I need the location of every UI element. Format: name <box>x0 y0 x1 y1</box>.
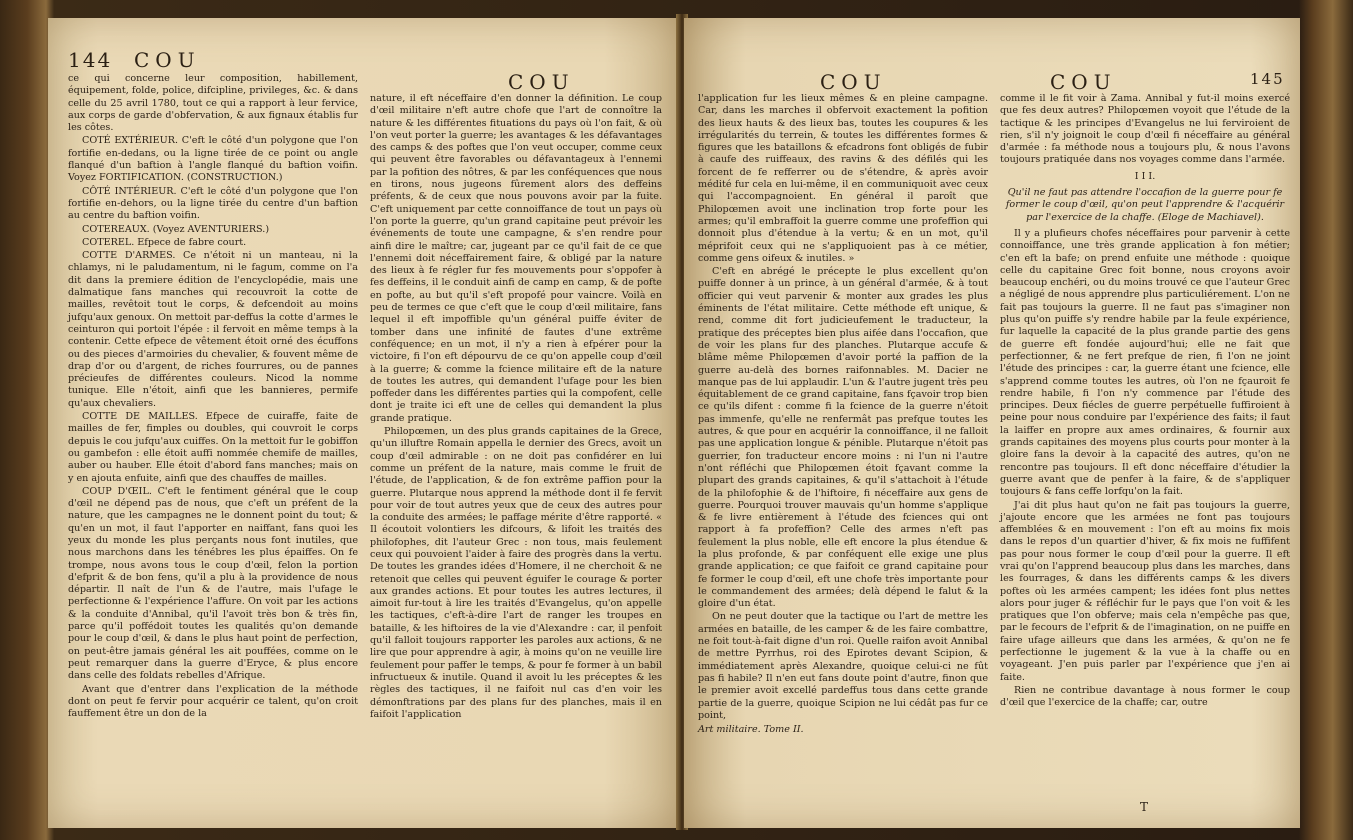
left-col1-paragraph: COTÉ EXTÉRIEUR. C'eft le côté d'un polygone que l'on fortifie en-dedans, ou la ligne tirée de ce point ou angle flanqué d'un baftion à l'angle flanqué du baftion voifin. Voyez FORTIFICATION. (CONSTRUCTION.) <box>68 135 358 184</box>
right-col2-rest-paragraph: Il y a plufieurs chofes néceffaires pour parvenir à cette connoiffance, une très grande application à fon métier; c'en eft la bafe; on prend enfuite une méthode : quoique celle du capitaine Grec foit bonne, nous croyons avoir beaucoup enchéri, ou du moins trouvé ce que l'auteur Grec a négligé de nous apprendre plus particuliérement. L'on ne fait pas toujours la guerre. Il ne faut pas s'imaginer non plus qu'on puiffe s'y rendre habile par la feule expérience, fur laquelle la capacité de la plus grande partie des gens de guerre eft fondée aujourd'hui; elle ne fait que perfectionner, & ne fert prefque de rien, fi l'on ne joint l'étude des principes : car, la guerre étant une fcience, elle s'apprend comme toutes les autres, où l'on ne fçauroit fe rendre habile, fi l'on n'y commence par l'étude des principes. Deux fiécles de guerre perpétuelle fuffiroient à peine pour nous conduire par l'expérience des faits; il faut la laiffer en propre aux ames ordinaires, & fournir aux grands capitaines des moyens plus courts pour monter à la gloire fans la devoir à la capacité des autres, qu'on ne rencontre pas toujours. Il eft donc néceffaire d'étudier la guerre avant que de penfer à la faire, & de s'appliquer toujours & fans ceffe lorfqu'on la fait. <box>1000 227 1290 498</box>
left-header-col1: COU <box>134 48 201 72</box>
right-col1-paragraph: On ne peut douter que la tactique ou l'art de mettre les armées en bataille, de les camper & de les faire combattre, ne foit tout-à-fait digne d'un roi. Quelle raifon avoit Annibal de mettre Pyrrhus, roi des Epirotes devant Scipion, & immédiatement après Alexandre, quoique celui-ci ne fût pas fi habile? Il n'en eut fans doute point d'autre, finon que le premier avoit excellé pardeffus tous dans cette grande partie de la guerre, quoique Scipion ne lui cédât pas fur ce point, <box>698 611 988 721</box>
right-col1-paragraph: C'eft en abrégé le précepte le plus excellent qu'on puiffe donner à un prince, à un général d'armée, & à tout officier qui veut parvenir & monter aux grades les plus éminents de l'état militaire. Cette méthode eft unique, & rend, comme dit fort judicieufement le traducteur, la pratique des préceptes bien plus aifée dans l'occafion, que de voir les plans fur des planches. Plutarque accufe & blâme même Philopœmen d'avoir porté la paffion de la guerre au-delà des bornes raifonnables. M. Dacier ne manque pas de lui applaudir. L'un & l'autre jugent très peu équitablement de ce grand capitaine, fans fçavoir trop bien ce qu'ils difent : comme fi la fcience de la guerre n'étoit pas immenfe, qu'elle ne renfermât pas prefque toutes les autres, & que pour en acquérir la connoiffance, il ne falloit pas une application longue & pénible. Plutarque n'étoit pas guerrier, fon traducteur encore moins : ni l'un ni l'autre n'ont réfléchi que Philopœmen étoit fçavant comme la plupart des grands capitaines, & qu'il s'attachoit à l'étude de la philofophie & de l'hiftoire, fi néceffaire aux gens de guerre. Pourquoi trouver mauvais qu'un homme s'applique & fe livre entièrement à l'étude des fciences qui ont rapport à fa profeffion? Celle des armes n'eft pas feulement la plus noble, elle eft encore la plus étendue & la plus profonde, & par conféquent elle exige une plus grande application; ce que faifoit ce grand capitaine pour fe former le coup d'œil, eft une chofe très importante pour le commandement des armées; delà dépend le falut & la gloire d'un état. <box>698 266 988 610</box>
left-col2-paragraph: nature, il eft néceffaire d'en donner la définition. Le coup d'œil militaire n'eft autre chofe que l'art de connoître la nature & les différentes fituations du pays où l'on fait, & où l'on veut porter la guerre; les avantages & les défavantages des camps & des poftes que l'on veut occuper, comme ceux qui peuvent être favorables ou défavantageux à l'ennemi par la pofition des nôtres, & par les conféquences que nous en tirons, nous jugeons fûrement alors des deffeins préfents, & de ceux que nous pouvons avoir par la fuite. C'eft uniquement par cette connoiffance de tout un pays où l'on porte la guerre, qu'un grand capitaine peut prévoir les événements de toute une campagne, & s'en rendre pour ainfi dire le maître; car, jugeant par ce qu'il fait de ce que l'ennemi doit néceffairement faire, & obligé par la nature des lieux à fe régler fur fes mouvements pour s'oppofer à fes deffeins, il le conduit ainfi de camp en camp, & de pofte en pofte, au but qu'il s'eft propofé pour vaincre. Voilà en peu de termes ce que c'eft que le coup d'œil militaire, fans lequel il eft impoffible qu'un général puiffe éviter de tomber dans une infinité de fautes d'une extrême conféquence; en un mot, il n'y a rien à efpérer pour la victoire, fi l'on eft dépourvu de ce qu'on appelle coup d'œil à la guerre; & comme la fcience militaire eft de la nature de toutes les autres, qui demandent l'ufage pour les bien poffeder dans les différentes parties qui la compofent, celle dont je traite ici eft une de celles qui demandent la plus grande pratique. <box>370 93 662 424</box>
right-col2-paragraph: comme il le fit voir à Zama. Annibal y fut-il moins exercé que fes deux autres? Philopœmen voyoit que l'étude de la tactique & les principes d'Evangelus ne lui ferviroient de rien, s'il n'y joignoit le coup d'œil fi néceffaire au général d'armée : fa méthode nous a toujours plu, & nous l'avons toujours pratiquée dans nos voyages comme dans l'armée. <box>1000 93 1290 166</box>
left-col1-paragraph: COTTE D'ARMES. Ce n'étoit ni un manteau, ni la chlamys, ni le paludamentum, ni le fagum, comme on l'a dit dans la premiere édition de l'encyclopédie, mais une dalmatique fans manches qui recouvroit la cotte de mailles, revêtoit tout le corps, & defcendoit au moins jufqu'aux genoux. On mettoit par-deffus la cotte d'armes le ceinturon qui portoit l'épée : il fervoit en même temps à la contenir. Cette efpece de vêtement étoit orné des écuffons ou des pieces d'armoiries du chevalier, & fouvent même de drap d'or ou d'argent, de riches fourrures, ou de pannes précieufes de différentes couleurs. Nicod la nomme tunique. Elle n'étoit, ainfi que les bannieres, permife qu'aux chevaliers. <box>68 250 358 409</box>
signature-mark: T <box>1140 800 1149 814</box>
right-col2-rest-paragraph: Rien ne contribue davantage à nous former le coup d'œil que l'exercice de la chaffe; car, outre <box>1000 684 1290 709</box>
left-column-2 <box>370 93 662 722</box>
left-col1-paragraph: COTTE DE MAILLES. Efpece de cuiraffe, faite de mailles de fer, fimples ou doubles, qui couvroit le corps depuis le cou jufqu'aux cuiffes. On la mettoit fur le gobiffon ou gambefon : elle étoit auffi nommée chemife de mailles, auber ou hauber. Elle étoit d'abord fans manches; mais on y en ajouta enfuite, ainfi que des chauffes de mailles. <box>68 411 358 484</box>
running-footer: Art militaire. Tome II. <box>698 724 804 736</box>
left-col1-paragraph: ce qui concerne leur composition, habillement, équipement, folde, police, difcipline, privileges, &c. & dans celle du 25 avril 1780, tout ce qui a rapport à leur fervice, aux corps de garde d'obfervation, & aux fignaux établis fur les côtes. <box>68 73 358 134</box>
left-header-col2: COU <box>508 70 575 94</box>
right-folio: 145 <box>1250 70 1285 88</box>
right-col1-paragraph: l'application fur les lieux mêmes & en pleine campagne. Car, dans les marches il obfervoit exactement la pofition des lieux hauts & des lieux bas, toutes les coupures & les irrégularités du terrein, & toutes les différentes formes & figures que les bataillons & efcadrons font obligés de fubir à caufe des ruiffeaux, des ravins & des défilés qui les forcent de fe refferrer ou de s'étendre, & après avoir médité fur cela en lui-même, il en communiquoit avec ceux qui l'accompagnoient. En général il paroît que Philopœmen avoit une inclination trop forte pour les armes; qu'il embraffoit la guerre comme une profeffion qui donnoit plus d'étendue à la vertu; & en un mot, qu'il méprifoit ceux qui ne s'appliquoient pas à ce métier, comme gens oifeux & inutiles. » <box>698 93 988 264</box>
left-col2-paragraph: Philopœmen, un des plus grands capitaines de la Grece, qu'un illuftre Romain appella le dernier des Grecs, avoit un coup d'œil admirable : on ne doit pas confidérer en lui comme un préfent de la nature, mais comme le fruit de l'étude, de l'application, & de fon extrême paffion pour la guerre. Plutarque nous apprend la méthode dont il fe fervit pour voir de tout autres yeux que de ceux des autres pour la conduite des armées; le paffage mérite d'être rapporté. « Il écoutoit volontiers les difcours, & lifoit les traités des philofophes, dit l'auteur Grec : non tous, mais feulement ceux qui pouvoient l'aider à faire des progrès dans la vertu. De toutes les grandes idées d'Homere, il ne cherchoit & ne retenoit que celles qui peuvent éguifer le courage & porter aux grandes actions. Et pour toutes les autres lectures, il aimoit fur-tout à lire les traités d'Evangelus, qu'on appelle les tactiques, c'eft-à-dire l'art de ranger les troupes en bataille, & les hiftoires de la vie d'Alexandre : car, il penfoit qu'il falloit toujours rapporter les paroles aux actions, & ne lire que pour apprendre à agir, à moins qu'on ne veuille lire feulement pour paffer le temps, & pour fe former à un babil infructueux & inutile. Quand il avoit lu les préceptes & les règles des tactiques, il ne faifoit nul cas d'en voir les démonftrations par des plans fur des planches, mais il en faifoit l'application <box>370 426 662 720</box>
right-column-2 <box>1000 93 1290 711</box>
left-col1-paragraph: COTEREL. Efpece de fabre court. <box>82 236 247 248</box>
left-folio: 144 <box>68 48 113 72</box>
section-number: I I I. <box>1134 170 1156 182</box>
right-page <box>684 18 1300 828</box>
right-header-col2: COU <box>1050 70 1117 94</box>
right-column-1 <box>698 93 988 737</box>
right-header-col1: COU <box>820 70 887 94</box>
section-title: Qu'il ne faut pas attendre l'occafion de la guerre pour fe former le coup d'œil, qu'on peut l'apprendre & l'acquérir par l'exercice de la chaffe. (Eloge de Machiavel). <box>1005 187 1285 223</box>
right-col2-rest-paragraph: J'ai dit plus haut qu'on ne fait pas toujours la guerre, j'ajoute encore que les armées ne font pas toujours affemblées & en mouvement : l'on eft au moins fix mois dans le repos d'un quartier d'hiver, & fix mois ne fuffifent pas pour nous former le coup d'œil pour la guerre. Il eft vrai qu'on l'apprend beaucoup plus dans les marches, dans les fourrages, & dans les différents camps & les divers poftes où les armées campent; les idées font plus nettes alors pour juger & réfléchir fur le pays que l'on voit & les pratiques que l'on obferve; mais cela n'empêche pas que, par le fecours de l'efprit & de l'imagination, on ne puiffe en faire ufage ailleurs que dans les armées, & qu'on ne fe perfectionne le jugement & la vue à la chaffe ou en voyageant. J'en puis parler par l'expérience que j'en ai faite. <box>1000 499 1290 683</box>
left-col1-paragraph: CÔTÉ INTÉRIEUR. C'eft le côté d'un polygone que l'on fortifie en-dehors, ou la ligne tirée du centre d'un baftion au centre du baftion voifin. <box>68 185 358 222</box>
left-column-1 <box>68 73 358 721</box>
left-col1-paragraph: COUP D'ŒIL. C'eft le fentiment général que le coup d'œil ne dépend pas de nous, que c'eft un préfent de la nature, que les campagnes ne le donnent point du tout; & qu'en un mot, il faut l'apporter en naiffant, fans quoi les yeux du monde les plus perçants nous font inutiles, que nous marchons dans les ténébres les plus épaiffes. On fe trompe, nous avons tous le coup d'œil, felon la portion d'efprit & de bon fens, qu'il a plu à la providence de nous départir. Il naît de l'un & de l'autre, mais l'ufage le perfectionne & l'expérience l'affure. On voit par les actions & la conduite d'Annibal, qu'il l'avoit très bon & très fin, parce qu'il poffédoit toutes les qualités qu'on demande pour le coup d'œil, & dans le plus haut point de perfection, on peut-être jamais général les ait pouffées, comme on le peut remarquer dans la guerre d'Eryce, & plus encore dans celle des foldats rebelles d'Afrique. <box>68 485 358 682</box>
left-col1-paragraph: Avant que d'entrer dans l'explication de la méthode dont on peut fe fervir pour acquérir ce talent, qu'on croit fauffement être un don de la <box>68 683 358 720</box>
left-page <box>48 18 680 828</box>
left-col1-paragraph: COTEREAUX. (Voyez AVENTURIERS.) <box>82 223 270 235</box>
